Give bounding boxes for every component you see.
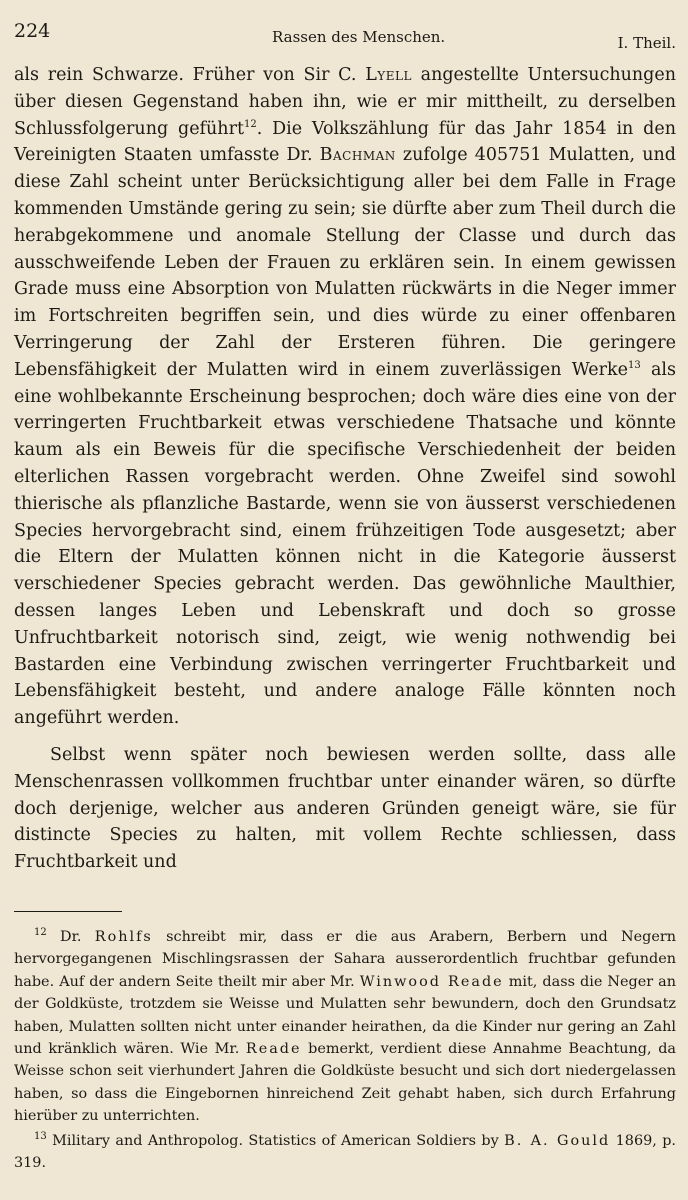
text-run: Dr. xyxy=(46,929,95,945)
author-name-gould: B. A. Gould xyxy=(504,1132,611,1149)
author-name-winwood-reade: Winwood Reade xyxy=(359,973,504,990)
author-name-lyell: Lyell xyxy=(365,65,412,85)
text-run: als eine wohlbekannte Erscheinung besprochen; doch wäre dies eine von der verringerten Fruchtbarkeit etwas verschiedene Thatsache und könnte kaum als ein Beweis für die specifische Verschiedenheit der beiden elterlichen Rassen vorgebracht werden. Ohne Zweifel sind sowohl thierische als pflanzliche Bastarde, wenn sie von äusserst verschiedenen Species hervorgebracht sind, einem frühzeitigen Tode ausgesetzt; aber die Eltern der Mulatten können nicht in die Kategorie äusserst verschiedener Species gebracht werden. Das gewöhnliche Maulthier, dessen langes Leben und Lebenskraft und doch so grosse Unfruchtbarkeit notorisch sind, zeigt, wie wenig nothwendig bei Bastarden eine Verbindung zwischen verringerter Fruchtbarkeit und Lebensfähigkeit besteht, und andere analoge Fälle könnten noch angeführt werden. xyxy=(14,359,676,729)
text-run: mit, dass die Neger an der Goldküste, trotzdem sie Weisse und Mulatten sehr bewundern, doch den Grundsatz haben, Mulatten sollten nicht unter einander heirathen, da die Kinder nur gering an Zahl und kränklich wären. Wie Mr. xyxy=(14,973,677,1058)
text-run: Military and Anthropolog. Statistics of American Soldiers by xyxy=(46,1132,505,1149)
footnote-ref-13[interactable]: 13 xyxy=(627,359,641,371)
footnote-separator xyxy=(14,911,122,912)
text-run: angestellte Untersuchungen über diesen Gegenstand haben ihn, wie er mir mittheilt, zu derselben Schlussfolgerung geführt xyxy=(14,65,677,139)
footnote-12 xyxy=(14,926,676,1128)
footnotes xyxy=(14,926,676,1174)
text-run: schreibt mir, dass er die aus Arabern, Berbern und Negern hervorgegangenen Mischlingsrassen der Sahara ausserordentlich fruchtbar gefunden habe. Auf der andern Seite theilt mir aber Mr. xyxy=(14,929,676,990)
text-run: zufolge 405751 Mulatten, und diese Zahl scheint unter Berücksichtigung aller bei dem Falle in Frage kommenden Umstände gering zu sein; sie dürfte aber zum Theil durch die herabgekommene und anomale Stellung der Classe und durch das ausschweifende Leben der Frauen zu erklären sein. In einem gewissen Grade muss eine Absorption von Mulatten rückwärts in die Neger immer im Fortschreiten begriffen sein, und dies würde zu einer offenbaren Verringerung der Zahl der Ersteren führen. Die geringere Lebensfähigkeit der Mulatten wird in einem zuverlässigen Werke xyxy=(14,145,676,380)
text-run: . Die Volkszählung für das Jahr 1854 in den Vereinigten Staaten umfasste Dr. xyxy=(14,118,676,166)
page-number: 224 xyxy=(14,20,51,42)
paragraph: Selbst wenn später noch bewiesen werden sollte, dass alle Menschenrassen vollkommen fruchtbar unter einander wären, so dürfte doch derjenige, welcher aus anderen Gründen geneigt wäre, sie für distincte Species zu halten, mit vollem Rechte schliessen, dass Fruchtbarkeit und xyxy=(14,744,676,873)
footnote-marker: 12 xyxy=(34,927,47,939)
text-run: 1869, p. 319. xyxy=(14,1132,676,1172)
author-name-rohlfs: Rohlfs xyxy=(94,929,153,945)
paragraph xyxy=(14,62,676,732)
footnote-marker: 13 xyxy=(34,1130,47,1142)
author-name-reade: Reade xyxy=(245,1041,302,1058)
part-label: I. Theil. xyxy=(617,34,676,52)
text-run: bemerkt, verdient diese Annahme Beachtung, da Weisse schon seit vierhundert Jahren die Goldküste besucht und sich dort niedergelassen haben, so dass die Eingebornen hinreichend Zeit gehabt haben, sich durch Erfahrung hierüber zu unterrichten. xyxy=(14,1041,676,1125)
running-title: Rassen des Menschen. xyxy=(272,28,446,46)
page-header xyxy=(14,14,676,50)
body-text xyxy=(14,62,676,876)
footnote-ref-12[interactable]: 12 xyxy=(243,118,257,130)
footnote-13 xyxy=(14,1130,676,1175)
author-name-bachman: Bachman xyxy=(319,145,396,166)
text-run: als rein Schwarze. Früher von Sir C. xyxy=(14,65,366,85)
